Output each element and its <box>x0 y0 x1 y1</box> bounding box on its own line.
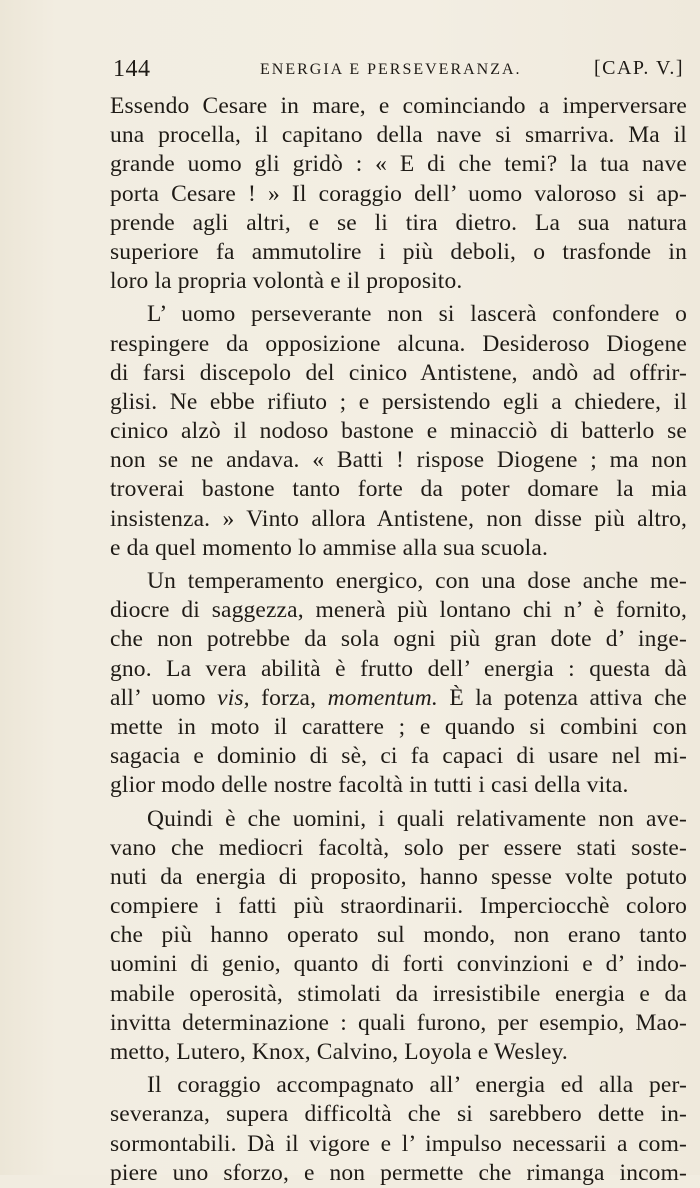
text-line: grande uomo gli gridò : « E di che temi? la tua nave <box>110 151 687 178</box>
text-line: vano che mediocri facoltà, solo per essere stati soste- <box>110 834 687 861</box>
text-line: Quindi è che uomini, i quali relativamente non ave- <box>147 805 687 832</box>
text-line: gno. La vera abilità è frutto dell’ energia : questa dà <box>110 655 687 682</box>
text-line: porta Cesare ! » Il coraggio dell’ uomo valoroso si ap- <box>110 180 687 207</box>
text-line: di farsi discepolo del cinico Antistene, andò ad offrir- <box>110 359 687 386</box>
text-fragment: forza, <box>249 684 328 711</box>
body-text <box>110 92 687 1188</box>
text-line: uomini di genio, quanto di forti convinzioni e d’ indo- <box>110 951 687 978</box>
page-header <box>110 56 688 86</box>
text-line: glior modo delle nostre facoltà in tutti i casi della vita. <box>110 772 629 799</box>
text-line: glisi. Ne ebbe rifiuto ; e persistendo egli a chiedere, il <box>110 388 687 415</box>
chapter-label: [CAP. V.] <box>593 57 684 79</box>
page-number: 144 <box>113 56 151 82</box>
text-line: respingere da opposizione alcuna. Desideroso Diogene <box>110 330 687 357</box>
text-line: che non potrebbe da sola ogni più gran dote d’ inge- <box>110 626 687 653</box>
italic-word-vis: vis, <box>217 684 250 711</box>
text-line-with-italics <box>110 684 687 713</box>
text-line: cinico alzò il nodoso bastone e minacciò di batterlo se <box>110 418 687 445</box>
text-line: nuti da energia di proposito, hanno spesse volte potuto <box>110 863 687 890</box>
text-line: Il coraggio accompagnato all’ energia ed alla per- <box>147 1072 687 1099</box>
text-line: insistenza. » Vinto allora Antistene, non disse più altro, <box>110 505 687 532</box>
text-line: compiere i fatti più straordinarii. Imperciocchè coloro <box>110 893 687 920</box>
text-fragment: all’ uomo <box>110 684 218 711</box>
text-line: mette in moto il carattere ; e quando si combini con <box>110 713 687 740</box>
text-line: loro la propria volontà e il proposito. <box>110 268 463 295</box>
text-line: troverai bastone tanto forte da poter domare la mia <box>110 476 687 503</box>
text-line: mabile operosità, stimolati da irresistibile energia e da <box>110 980 687 1007</box>
italic-word-momentum: momentum. <box>327 684 438 711</box>
text-line: piere uno sforzo, e non permette che rimanga incom- <box>110 1159 687 1186</box>
text-line: sormontabili. Dà il vigore e l’ impulso necessarii a com- <box>110 1130 687 1157</box>
text-line: non se ne andava. « Batti ! rispose Diogene ; ma non <box>110 447 687 474</box>
text-line: invitta determinazione : quali furono, per esempio, Mao- <box>110 1009 687 1036</box>
text-line: una procella, il capitano della nave si smarriva. Ma il <box>110 122 687 149</box>
text-line: severanza, supera difficoltà che si sarebbero dette in- <box>110 1101 687 1128</box>
text-line: sagacia e dominio di sè, ci fa capaci di usare nel mi- <box>110 743 687 770</box>
text-line: che più hanno operato sul mondo, non erano tanto <box>110 922 687 949</box>
text-fragment: È la potenza attiva che <box>437 684 688 711</box>
text-line: L’ uomo perseverante non si lascerà confondere o <box>147 301 687 328</box>
text-line: Essendo Cesare in mare, e cominciando a imperversare <box>110 93 687 119</box>
text-line: prende agli altri, e se li tira dietro. La sua natura <box>110 209 687 236</box>
text-line: e da quel momento lo ammise alla sua scuola. <box>110 534 548 561</box>
running-title: ENERGIA E PERSEVERANZA. <box>260 61 522 78</box>
text-line: Un temperamento energico, con una dose anche me- <box>147 568 687 594</box>
text-line: superiore fa ammutolire i più deboli, o trasfonde in <box>110 238 687 265</box>
text-line: metto, Lutero, Knox, Calvino, Loyola e Wesley. <box>110 1039 568 1065</box>
text-line: diocre di saggezza, menerà più lontano chi n’ è fornito, <box>110 597 687 624</box>
